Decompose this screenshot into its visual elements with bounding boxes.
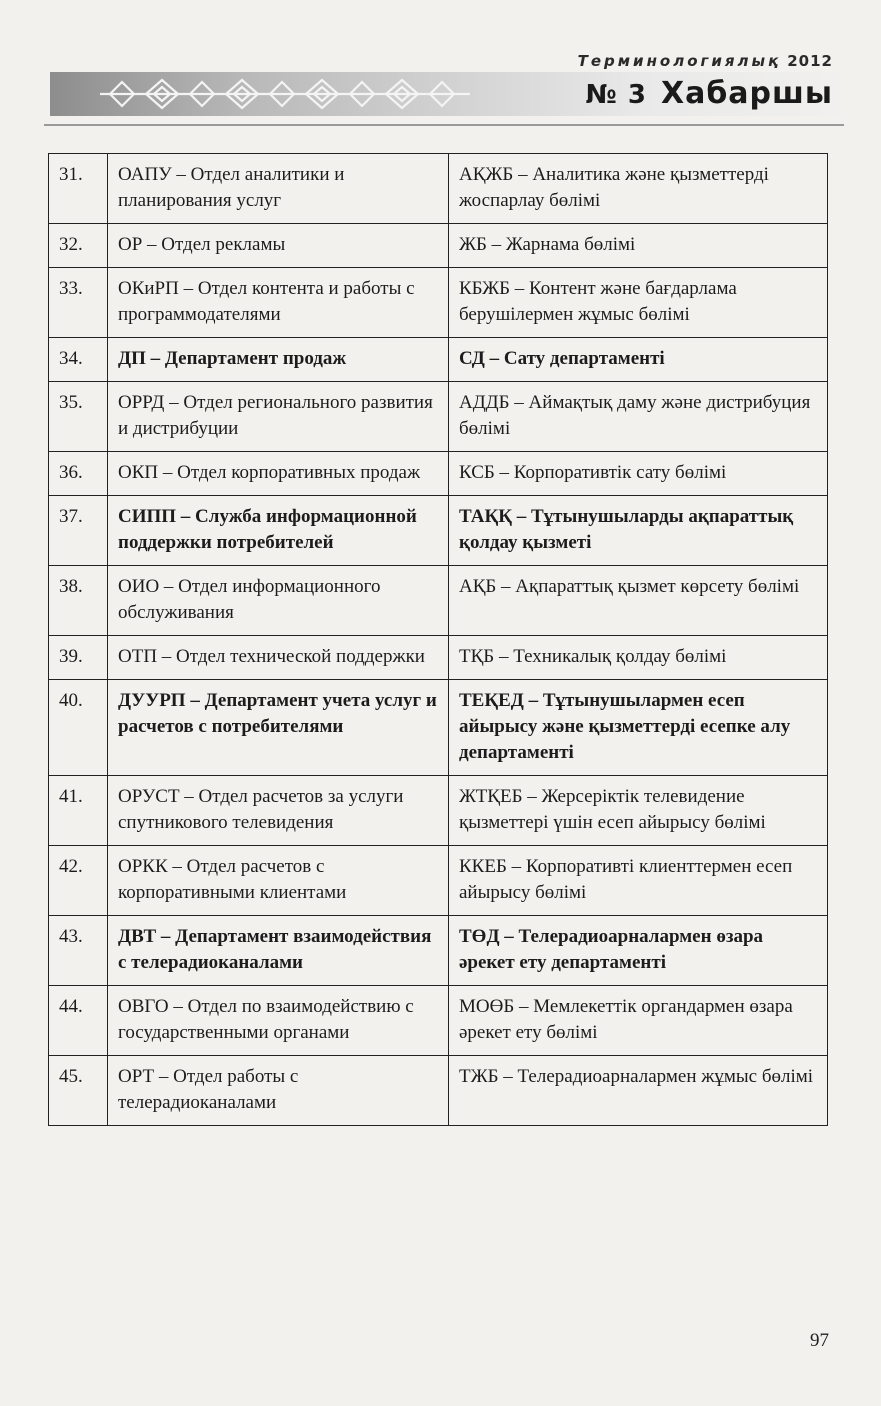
table-row xyxy=(49,496,828,566)
table-row xyxy=(49,846,828,916)
row-number: 40. xyxy=(49,680,108,776)
kazakh-term: СД – Сату департаменті xyxy=(449,338,828,382)
table-row xyxy=(49,566,828,636)
russian-term: СИПП – Служба информационной поддержки потребителей xyxy=(108,496,449,566)
table-row xyxy=(49,986,828,1056)
kazakh-term: ККЕБ – Корпоративті клиенттермен есеп айырысу бөлімі xyxy=(449,846,828,916)
russian-term: ОР – Отдел рекламы xyxy=(108,224,449,268)
table-row xyxy=(49,382,828,452)
kazakh-term: АДДБ – Аймақтық даму және дистрибуция бөлімі xyxy=(449,382,828,452)
row-number: 42. xyxy=(49,846,108,916)
journal-name: Терминологиялық xyxy=(577,52,782,70)
issue-title xyxy=(586,76,833,111)
russian-term: ОВГО – Отдел по взаимодействию с государственными органами xyxy=(108,986,449,1056)
kazakh-term: АҚЖБ – Аналитика және қызметтерді жоспарлау бөлімі xyxy=(449,154,828,224)
row-number: 38. xyxy=(49,566,108,636)
russian-term: ОРРД – Отдел регионального развития и дистрибуции xyxy=(108,382,449,452)
row-number: 45. xyxy=(49,1056,108,1126)
terminology-table xyxy=(48,153,828,1126)
issue-number: № 3 xyxy=(585,80,647,110)
kazakh-term: ТҚБ – Техникалық қолдау бөлімі xyxy=(449,636,828,680)
kazakh-term: ТЕҚЕД – Тұтынушылармен есеп айырысу және қызметтерді есепке алу департаменті xyxy=(449,680,828,776)
kazakh-term: АҚБ – Ақпараттық қызмет көрсету бөлімі xyxy=(449,566,828,636)
table-row xyxy=(49,268,828,338)
page-header xyxy=(0,0,881,140)
row-number: 37. xyxy=(49,496,108,566)
russian-term: ДП – Департамент продаж xyxy=(108,338,449,382)
table-row xyxy=(49,154,828,224)
russian-term: ОРТ – Отдел работы с телерадиоканалами xyxy=(108,1056,449,1126)
table-row xyxy=(49,1056,828,1126)
table-row xyxy=(49,916,828,986)
russian-term: ОКП – Отдел корпоративных продаж xyxy=(108,452,449,496)
table-row xyxy=(49,680,828,776)
kazakh-term: ТАҚҚ – Тұтынушыларды ақпараттық қолдау қызметі xyxy=(449,496,828,566)
russian-term: ОИО – Отдел информационного обслуживания xyxy=(108,566,449,636)
table-row xyxy=(49,452,828,496)
kazakh-term: КБЖБ – Контент және бағдарлама берушілермен жұмыс бөлімі xyxy=(449,268,828,338)
row-number: 31. xyxy=(49,154,108,224)
row-number: 35. xyxy=(49,382,108,452)
issue-name: Хабаршы xyxy=(660,76,833,111)
table-row xyxy=(49,224,828,268)
russian-term: ДВТ – Департамент взаимодействия с телерадиоканалами xyxy=(108,916,449,986)
table-row xyxy=(49,776,828,846)
kazakh-term: ЖТҚЕБ – Жерсеріктік телевидение қызметтері үшін есеп айырысу бөлімі xyxy=(449,776,828,846)
row-number: 39. xyxy=(49,636,108,680)
kazakh-term: ТӨД – Телерадиоарналармен өзара әрекет ету департаменті xyxy=(449,916,828,986)
kazakh-term: КСБ – Корпоративтік сату бөлімі xyxy=(449,452,828,496)
russian-term: ДУУРП – Департамент учета услуг и расчетов с потребителями xyxy=(108,680,449,776)
russian-term: ОКиРП – Отдел контента и работы с программодателями xyxy=(108,268,449,338)
row-number: 44. xyxy=(49,986,108,1056)
kazakh-term: ЖБ – Жарнама бөлімі xyxy=(449,224,828,268)
russian-term: ОРКК – Отдел расчетов с корпоративными клиентами xyxy=(108,846,449,916)
russian-term: ОРУСТ – Отдел расчетов за услуги спутникового телевидения xyxy=(108,776,449,846)
header-divider xyxy=(44,124,844,126)
ornament-pattern-icon xyxy=(100,76,470,112)
table-row xyxy=(49,636,828,680)
kazakh-term: ТЖБ – Телерадиоарналармен жұмыс бөлімі xyxy=(449,1056,828,1126)
russian-term: ОАПУ – Отдел аналитики и планирования услуг xyxy=(108,154,449,224)
page-number: 97 xyxy=(810,1330,829,1351)
table-body xyxy=(49,154,828,1126)
row-number: 33. xyxy=(49,268,108,338)
table-row xyxy=(49,338,828,382)
row-number: 36. xyxy=(49,452,108,496)
row-number: 43. xyxy=(49,916,108,986)
row-number: 32. xyxy=(49,224,108,268)
row-number: 41. xyxy=(49,776,108,846)
kazakh-term: МОӨБ – Мемлекеттік органдармен өзара әрекет ету бөлімі xyxy=(449,986,828,1056)
russian-term: ОТП – Отдел технической поддержки xyxy=(108,636,449,680)
row-number: 34. xyxy=(49,338,108,382)
journal-year: 2012 xyxy=(787,52,833,70)
journal-title xyxy=(578,52,833,70)
